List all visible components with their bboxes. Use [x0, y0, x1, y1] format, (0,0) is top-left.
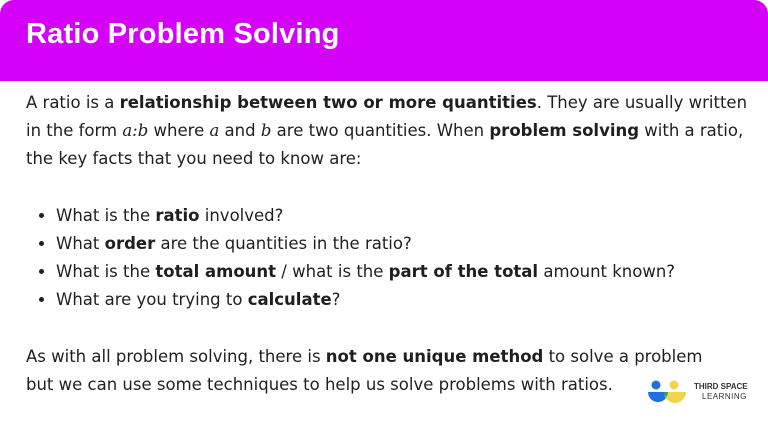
- logo-line2: LEARNING: [702, 392, 747, 401]
- list-item: • What is the total amount / what is the part of the total amount known?: [56, 258, 766, 286]
- page-title: Ratio Problem Solving: [26, 18, 340, 50]
- list-item: • What are you trying to calculate?: [56, 286, 766, 314]
- logo-line1: THIRD SPACE: [694, 382, 748, 391]
- intro-paragraph: A ratio is a relationship between two or more quantities. They are usually written in the form a:b where a and b are two quantities. When problem solving with a ratio, the key facts that you need to know are:: [26, 93, 748, 168]
- content: [26, 89, 766, 399]
- logo-icon: [646, 378, 692, 408]
- list-item: • What is the ratio involved?: [56, 202, 766, 230]
- key-facts-list: [26, 202, 766, 314]
- list-item: • What order are the quantities in the ratio?: [56, 230, 766, 258]
- third-space-learning-logo: [646, 378, 766, 408]
- closing-paragraph: As with all problem solving, there is not one unique method to solve a problem but we can use some techniques to help us solve problems with ratios.: [26, 347, 703, 394]
- header-bar: [0, 0, 768, 81]
